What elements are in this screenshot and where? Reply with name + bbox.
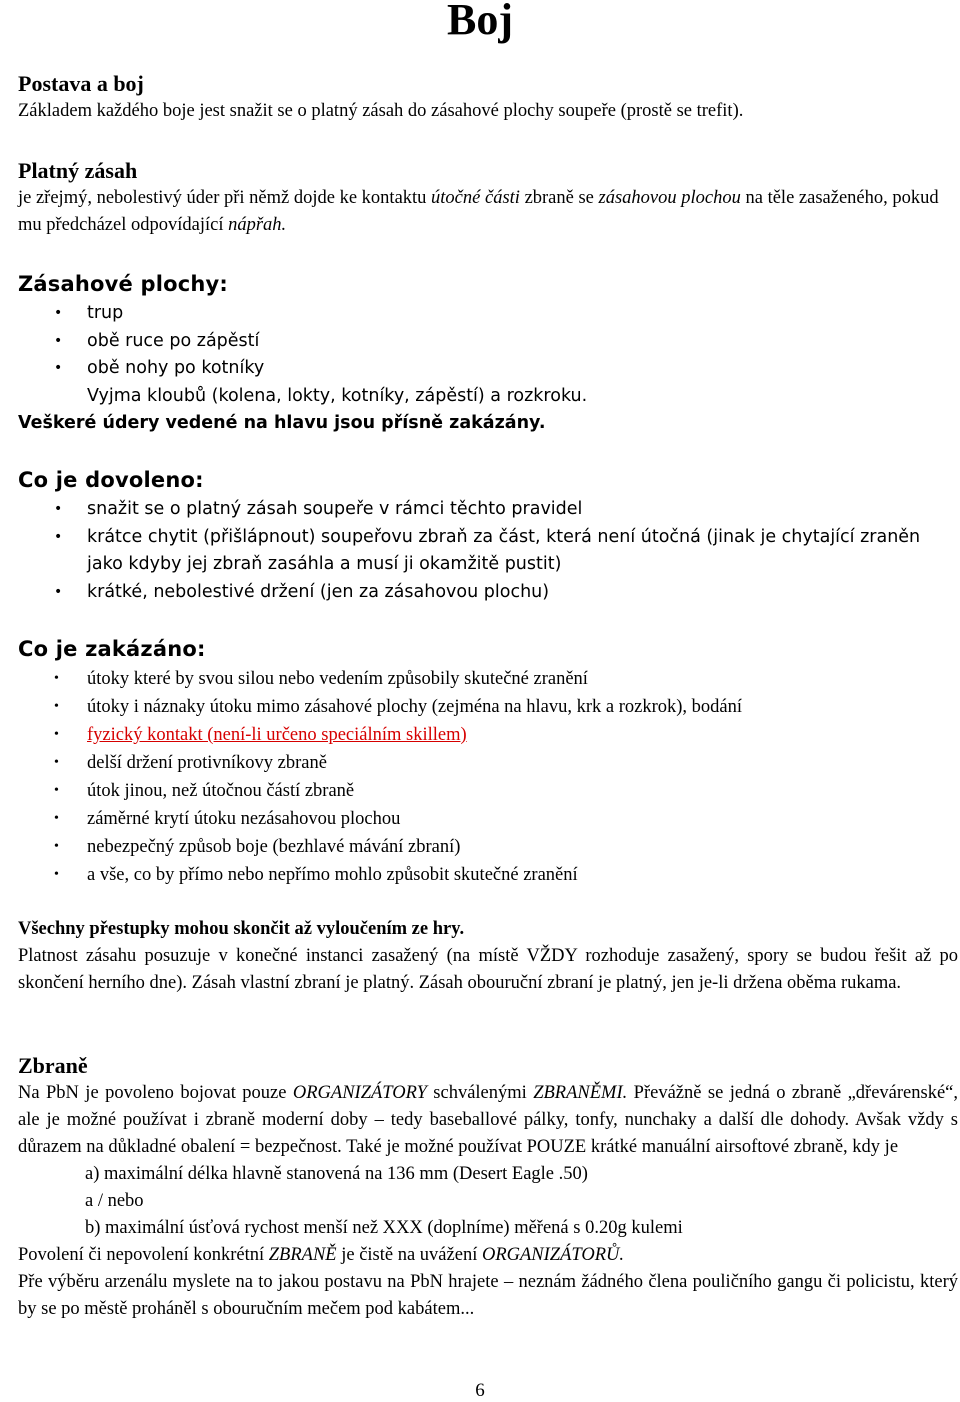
zasahove-note: Vyjma kloubů (kolena, lokty, kotníky, zápěstí) a rozkroku. [87,385,588,406]
bullet-icon: • [54,755,59,770]
list-item: • útok jinou, než útočnou částí zbraně [18,777,958,805]
highlighted-rule: fyzický kontakt (není-li určeno speciálním skillem) [87,725,467,745]
bullet-icon: • [54,305,63,321]
list-item: • obě ruce po zápěstí [18,328,958,356]
section-zakazano [18,635,958,889]
list-item: • krátké, nebolestivé držení (jen za zásahovou plochu) [18,579,958,607]
bullet-icon: • [54,699,59,714]
zbrane-option-b: b) maximální úsťová rychost menší než XXX (doplníme) měřená s 0.20g kulemi [85,1218,683,1238]
bullet-icon: • [54,727,59,742]
section-dovoleno [18,466,958,606]
list-item: • nebezpečný způsob boje (bezhlavé mávání zbraní) [18,833,958,861]
zasahove-list [18,300,958,383]
section-zbrane [18,1052,958,1323]
list-item: • snažit se o platný zásah soupeře v rámci těchto pravidel [18,496,958,524]
section-zasahove-plochy [18,270,958,437]
zbrane-option-or: a / nebo [85,1191,144,1211]
bullet-icon: • [54,811,59,826]
zbrane-option-a: a) maximální délka hlavně stanovená na 136 mm (Desert Eagle .50) [85,1164,588,1184]
bullet-icon: • [54,360,63,376]
page-title: Boj [447,0,513,44]
zbrane-p2: Povolení či nepovolení konkrétní ZBRANĚ je čistě na uvážení ORGANIZÁTORŮ. [18,1245,624,1265]
list-item: • útoky které by svou silou nebo vedením způsobily skutečné zranění [18,665,958,693]
dovoleno-list [18,496,958,606]
heading-postava: Postava a boj [18,71,144,96]
list-item: • trup [18,300,958,328]
zakazano-list [18,665,958,889]
bullet-icon: • [54,501,63,517]
zbrane-p3: Pře výběru arzenálu myslete na to jakou postavu na PbN hrajete – neznám žádného člena pouličního gangu či policistu, který by se po městě proháněl s obouručním mečem pod kabátem... [18,1272,958,1319]
heading-zakazano: Co je zakázáno: [18,637,206,661]
list-item: • krátce chytit (přišlápnout) soupeřovu zbraň za část, která není útočná (jinak je chytající zraněn jako kdyby jej zbraň zasáhla a musí ji okamžitě pustit) [18,524,958,579]
list-item: • útoky i náznaky útoku mimo zásahové plochy (zejména na hlavu, krk a rozkrok), bodání [18,693,958,721]
bullet-icon: • [54,332,63,349]
list-item: • a vše, co by přímo nebo nepřímo mohlo způsobit skutečné zranění [18,861,958,889]
list-item [18,721,958,749]
heading-dovoleno: Co je dovoleno: [18,468,204,492]
bullet-icon: • [54,671,59,686]
bullet-icon: • [54,528,63,545]
platny-zasah-text: je zřejmý, nebolestivý úder při němž dojde ke kontaktu útočné části zbraně se zásahovou plochou na těle zasaženého, pokud mu předcházel odpovídající nápřah. [18,188,939,235]
section-postava [18,70,958,125]
bullet-icon: • [54,867,59,882]
bullet-icon: • [54,839,59,854]
heading-platny-zasah: Platný zásah [18,158,138,183]
prestupky-text: Platnost zásahu posuzuje v konečné instanci zasažený (na místě VŽDY rozhoduje zasažený, spory se budou řešit až po skončení herního dne). Zásah vlastní zbraní je platný. Zásah obouruční zbraní je platný, jen je-li držena oběma rukama. [18,946,958,993]
zasahove-warning: Veškeré údery vedené na hlavu jsou přísně zakázány. [18,413,546,433]
bullet-icon: • [54,783,59,798]
page-number: 6 [475,1380,485,1401]
list-item: • delší držení protivníkovy zbraně [18,749,958,777]
section-prestupky [18,916,958,997]
postava-text: Základem každého boje jest snažit se o platný zásah do zásahové plochy soupeře (prostě se trefit). [18,101,744,121]
section-platny-zasah [18,157,958,239]
heading-zbrane: Zbraně [18,1053,88,1078]
bullet-icon: • [54,583,63,600]
heading-zasahove-plochy: Zásahové plochy: [18,272,229,296]
prestupky-bold: Všechny přestupky mohou skončit až vyloučením ze hry. [18,919,465,939]
list-item: • obě nohy po kotníky [18,355,958,383]
list-item: • záměrné krytí útoku nezásahovou plochou [18,805,958,833]
zbrane-p1: Na PbN je povoleno bojovat pouze ORGANIZÁTORY schválenými ZBRANĚMI. Převážně se jedná o zbraně „dřevárenské“, ale je možné používat i zbraně moderní doby – tedy baseballové pálky, tonfy, nunchaky a další dle dohody. Avšak vždy s důrazem na důkladné obalení = bezpečnost. Také je možné používat POUZE krátké manuální airsoftové zbraně, kdy je [18,1083,958,1157]
